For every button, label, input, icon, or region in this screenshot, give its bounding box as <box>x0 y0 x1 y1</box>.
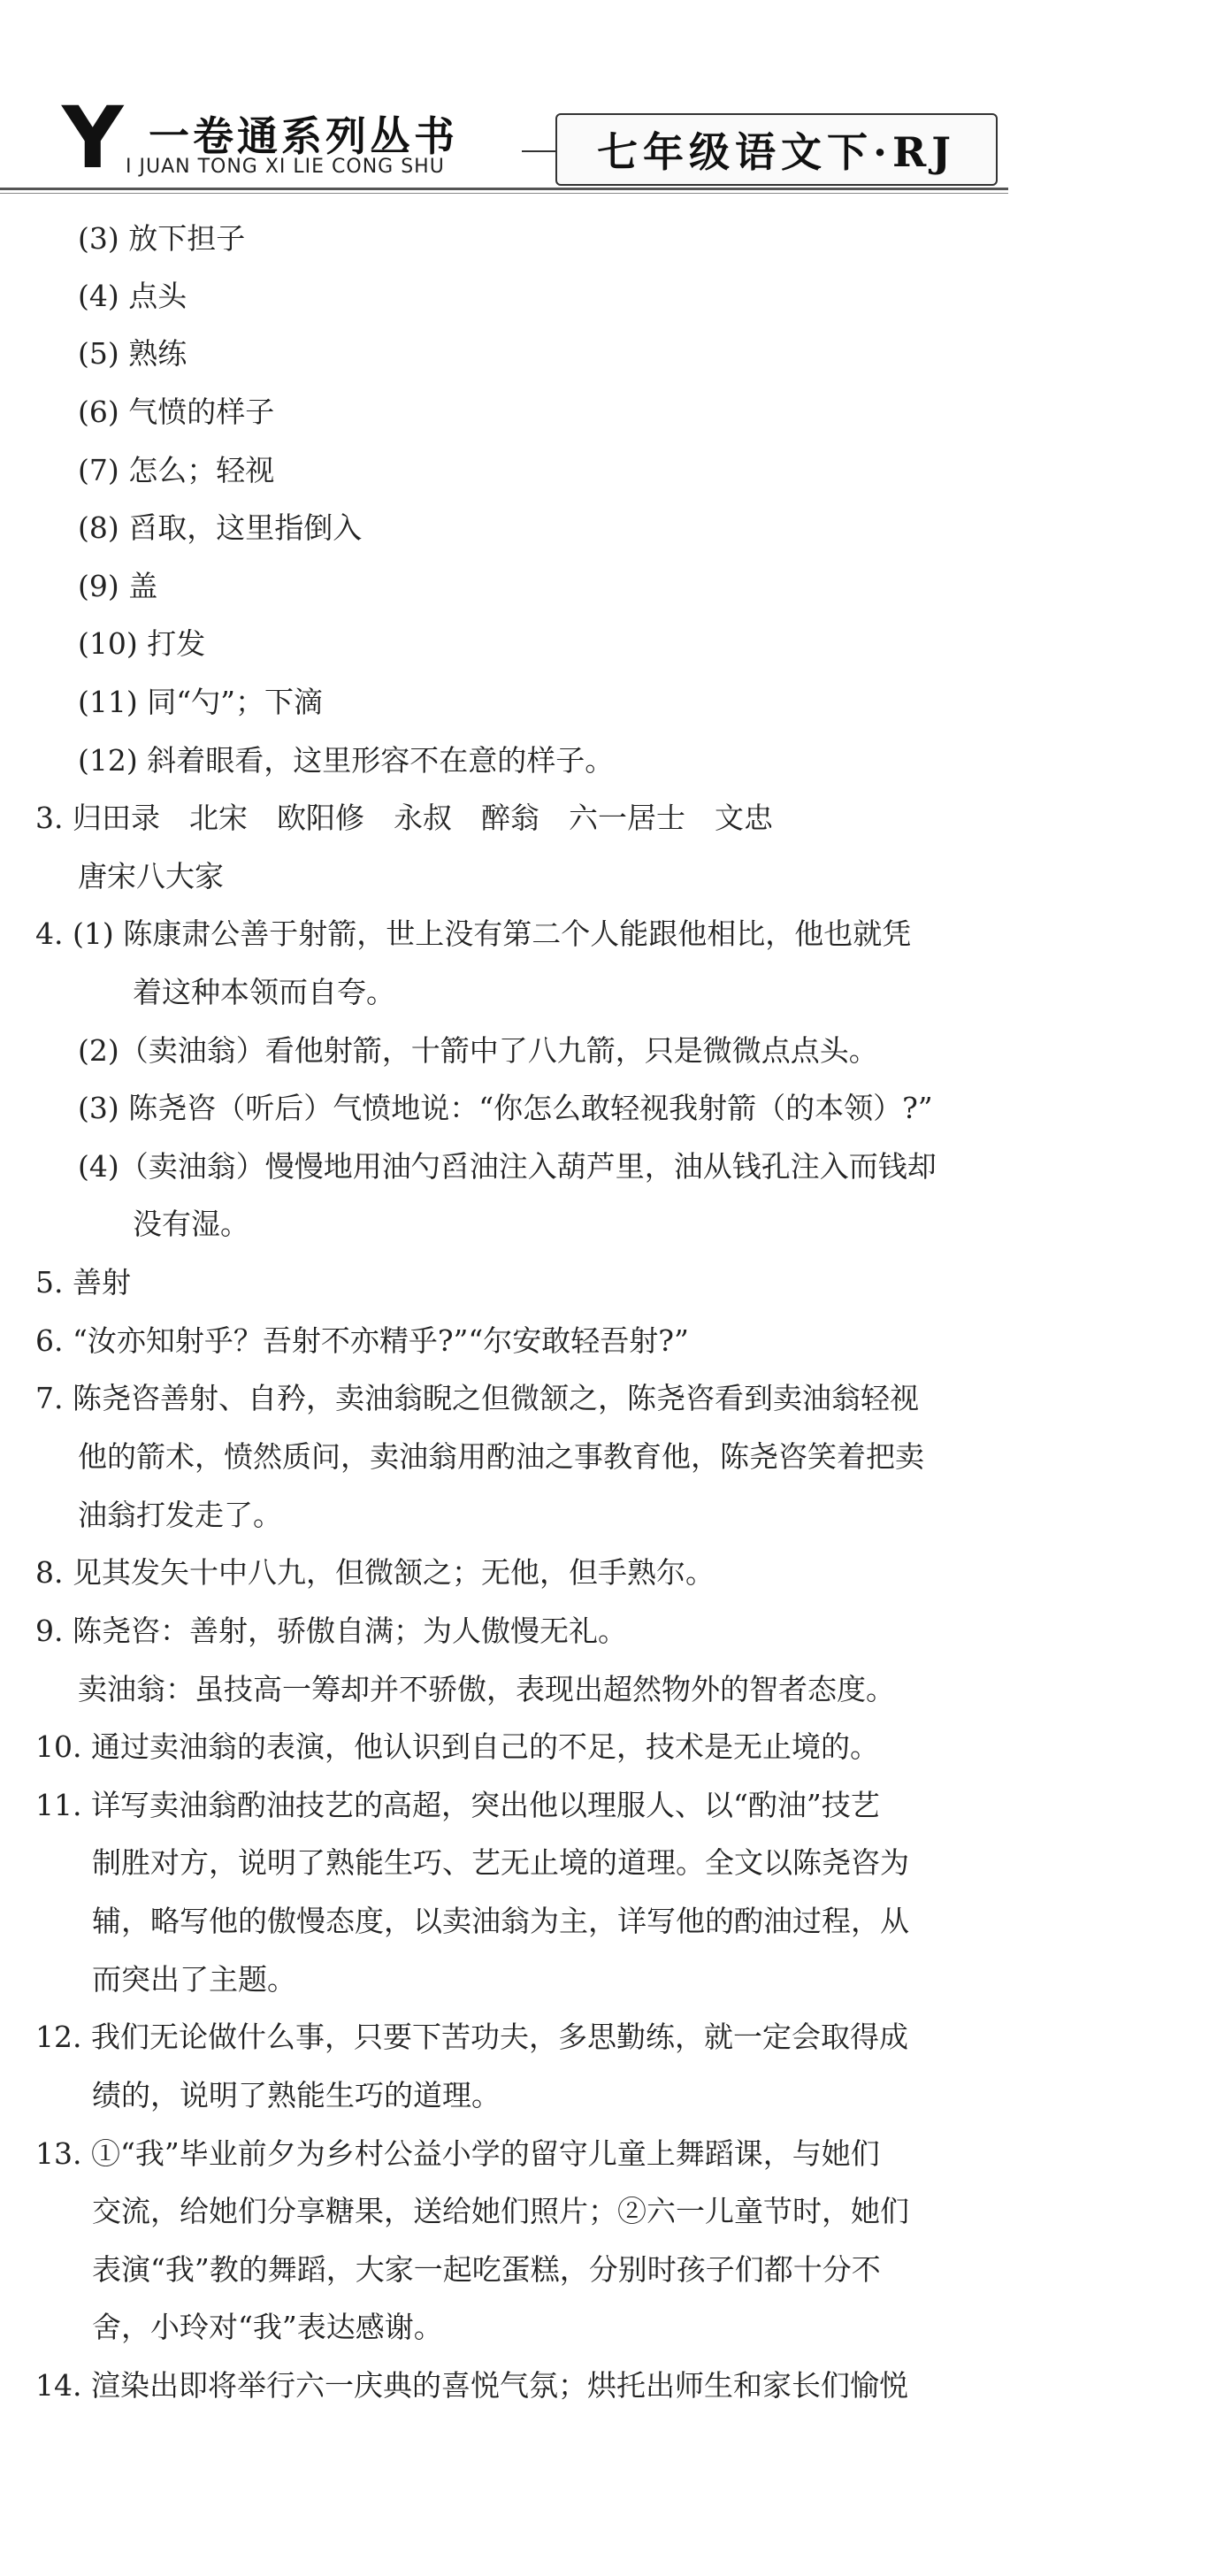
header-rule <box>0 188 1008 190</box>
page-header <box>0 0 1209 193</box>
answer-line-text: 绩的，说明了熟能生巧的道理。 <box>92 2078 501 2112</box>
answer-line-text: 他的箭术，愤然质问，卖油翁用酌油之事教育他，陈尧咨笑着把卖 <box>78 1439 924 1474</box>
answer-line-text: 11. 详写卖油翁酌油技艺的高超，突出他以理服人、以“酌油”技艺 <box>35 1788 880 1822</box>
answer-line-text: (2)（卖油翁）看他射箭，十箭中了八九箭，只是微微点点头。 <box>78 1033 878 1068</box>
answer-line-text: (8) 舀取，这里指倒入 <box>78 510 363 545</box>
series-title: 一卷通系列丛书 <box>149 112 458 160</box>
answer-line-text: 油翁打发走了。 <box>78 1498 282 1532</box>
answer-line-text: (10) 打发 <box>78 626 206 661</box>
answer-line-text: 表演“我”教的舞蹈，大家一起吃蛋糕，分别时孩子们都十分不 <box>92 2252 881 2287</box>
answer-line-text: 14. 渲染出即将举行六一庆典的喜悦气氛；烘托出师生和家长们愉悦 <box>35 2368 908 2403</box>
answer-line-text: 没有湿。 <box>133 1207 249 1241</box>
answer-line-text: 卖油翁：虽技高一筹却并不骄傲，表现出超然物外的智者态度。 <box>78 1672 895 1706</box>
answer-line-text: (4) 点头 <box>78 279 187 313</box>
answer-line-text: (4)（卖油翁）慢慢地用油勺舀油注入葫芦里，油从钱孔注入而钱却 <box>78 1149 937 1184</box>
answer-line-text: (11) 同“勺”；下滴 <box>78 685 323 719</box>
answer-line-text: 8. 见其发矢十中八九，但微颔之；无他，但手熟尔。 <box>35 1555 715 1590</box>
answer-line-text: 交流，给她们分享糖果，送给她们照片；②六一儿童节时，她们 <box>92 2194 909 2228</box>
answer-line-text: (5) 熟练 <box>78 336 187 371</box>
answer-line-text: 9. 陈尧咨：善射，骄傲自满；为人傲慢无礼。 <box>35 1614 627 1648</box>
answer-line-text: 10. 通过卖油翁的表演，他认识到自己的不足，技术是无止境的。 <box>35 1729 879 1764</box>
answer-line-text: (3) 放下担子 <box>78 221 246 256</box>
answer-line-text: 辅，略写他的傲慢态度，以卖油翁为主，详写他的酌油过程，从 <box>92 1904 909 1938</box>
answer-line-text: 而突出了主题。 <box>92 1962 296 1997</box>
answer-line-text: 7. 陈尧咨善射、自矜，卖油翁睨之但微颔之，陈尧咨看到卖油翁轻视 <box>35 1381 919 1415</box>
header-rule-thin <box>0 193 1008 194</box>
series-pinyin: I JUAN TONG XI LIE CONG SHU <box>126 156 445 178</box>
answer-line-text: 6. “汝亦知射乎？吾射不亦精乎?”“尔安敢轻吾射?” <box>35 1323 689 1358</box>
answer-line-text: 12. 我们无论做什么事，只要下苦功夫，多思勤练，就一定会取得成 <box>35 2020 908 2054</box>
answer-line-text: 3. 归田录 北宋 欧阳修 永叔 醉翁 六一居士 文忠 <box>35 801 773 835</box>
series-logo-letter: Y <box>62 88 124 188</box>
answer-line-text: 13. ①“我”毕业前夕为乡村公益小学的留守儿童上舞蹈课，与她们 <box>35 2136 880 2171</box>
answer-line-text: 4. (1) 陈康肃公善于射箭，世上没有第二个人能跟他相比，他也就凭 <box>35 916 912 951</box>
answer-line-text: (3) 陈尧咨（听后）气愤地说：“你怎么敢轻视我射箭（的本领）?” <box>78 1091 933 1125</box>
answer-line-text: 舍，小玲对“我”表达感谢。 <box>92 2310 443 2344</box>
answer-line-text: (12) 斜着眼看，这里形容不在意的样子。 <box>78 743 615 778</box>
answer-line-text: 唐宋八大家 <box>78 859 224 893</box>
answer-line-text: (9) 盖 <box>78 569 158 603</box>
answer-line-text: (7) 怎么；轻视 <box>78 453 275 487</box>
answer-line-text: 制胜对方，说明了熟能生巧、艺无止境的道理。全文以陈尧咨为 <box>92 1845 909 1880</box>
answer-line-text: 5. 善射 <box>35 1265 131 1300</box>
answer-line-text: 着这种本领而自夸。 <box>133 975 395 1009</box>
book-grade-badge: 七年级语文下·RJ <box>555 113 998 186</box>
answer-line-text: (6) 气愤的样子 <box>78 395 275 429</box>
